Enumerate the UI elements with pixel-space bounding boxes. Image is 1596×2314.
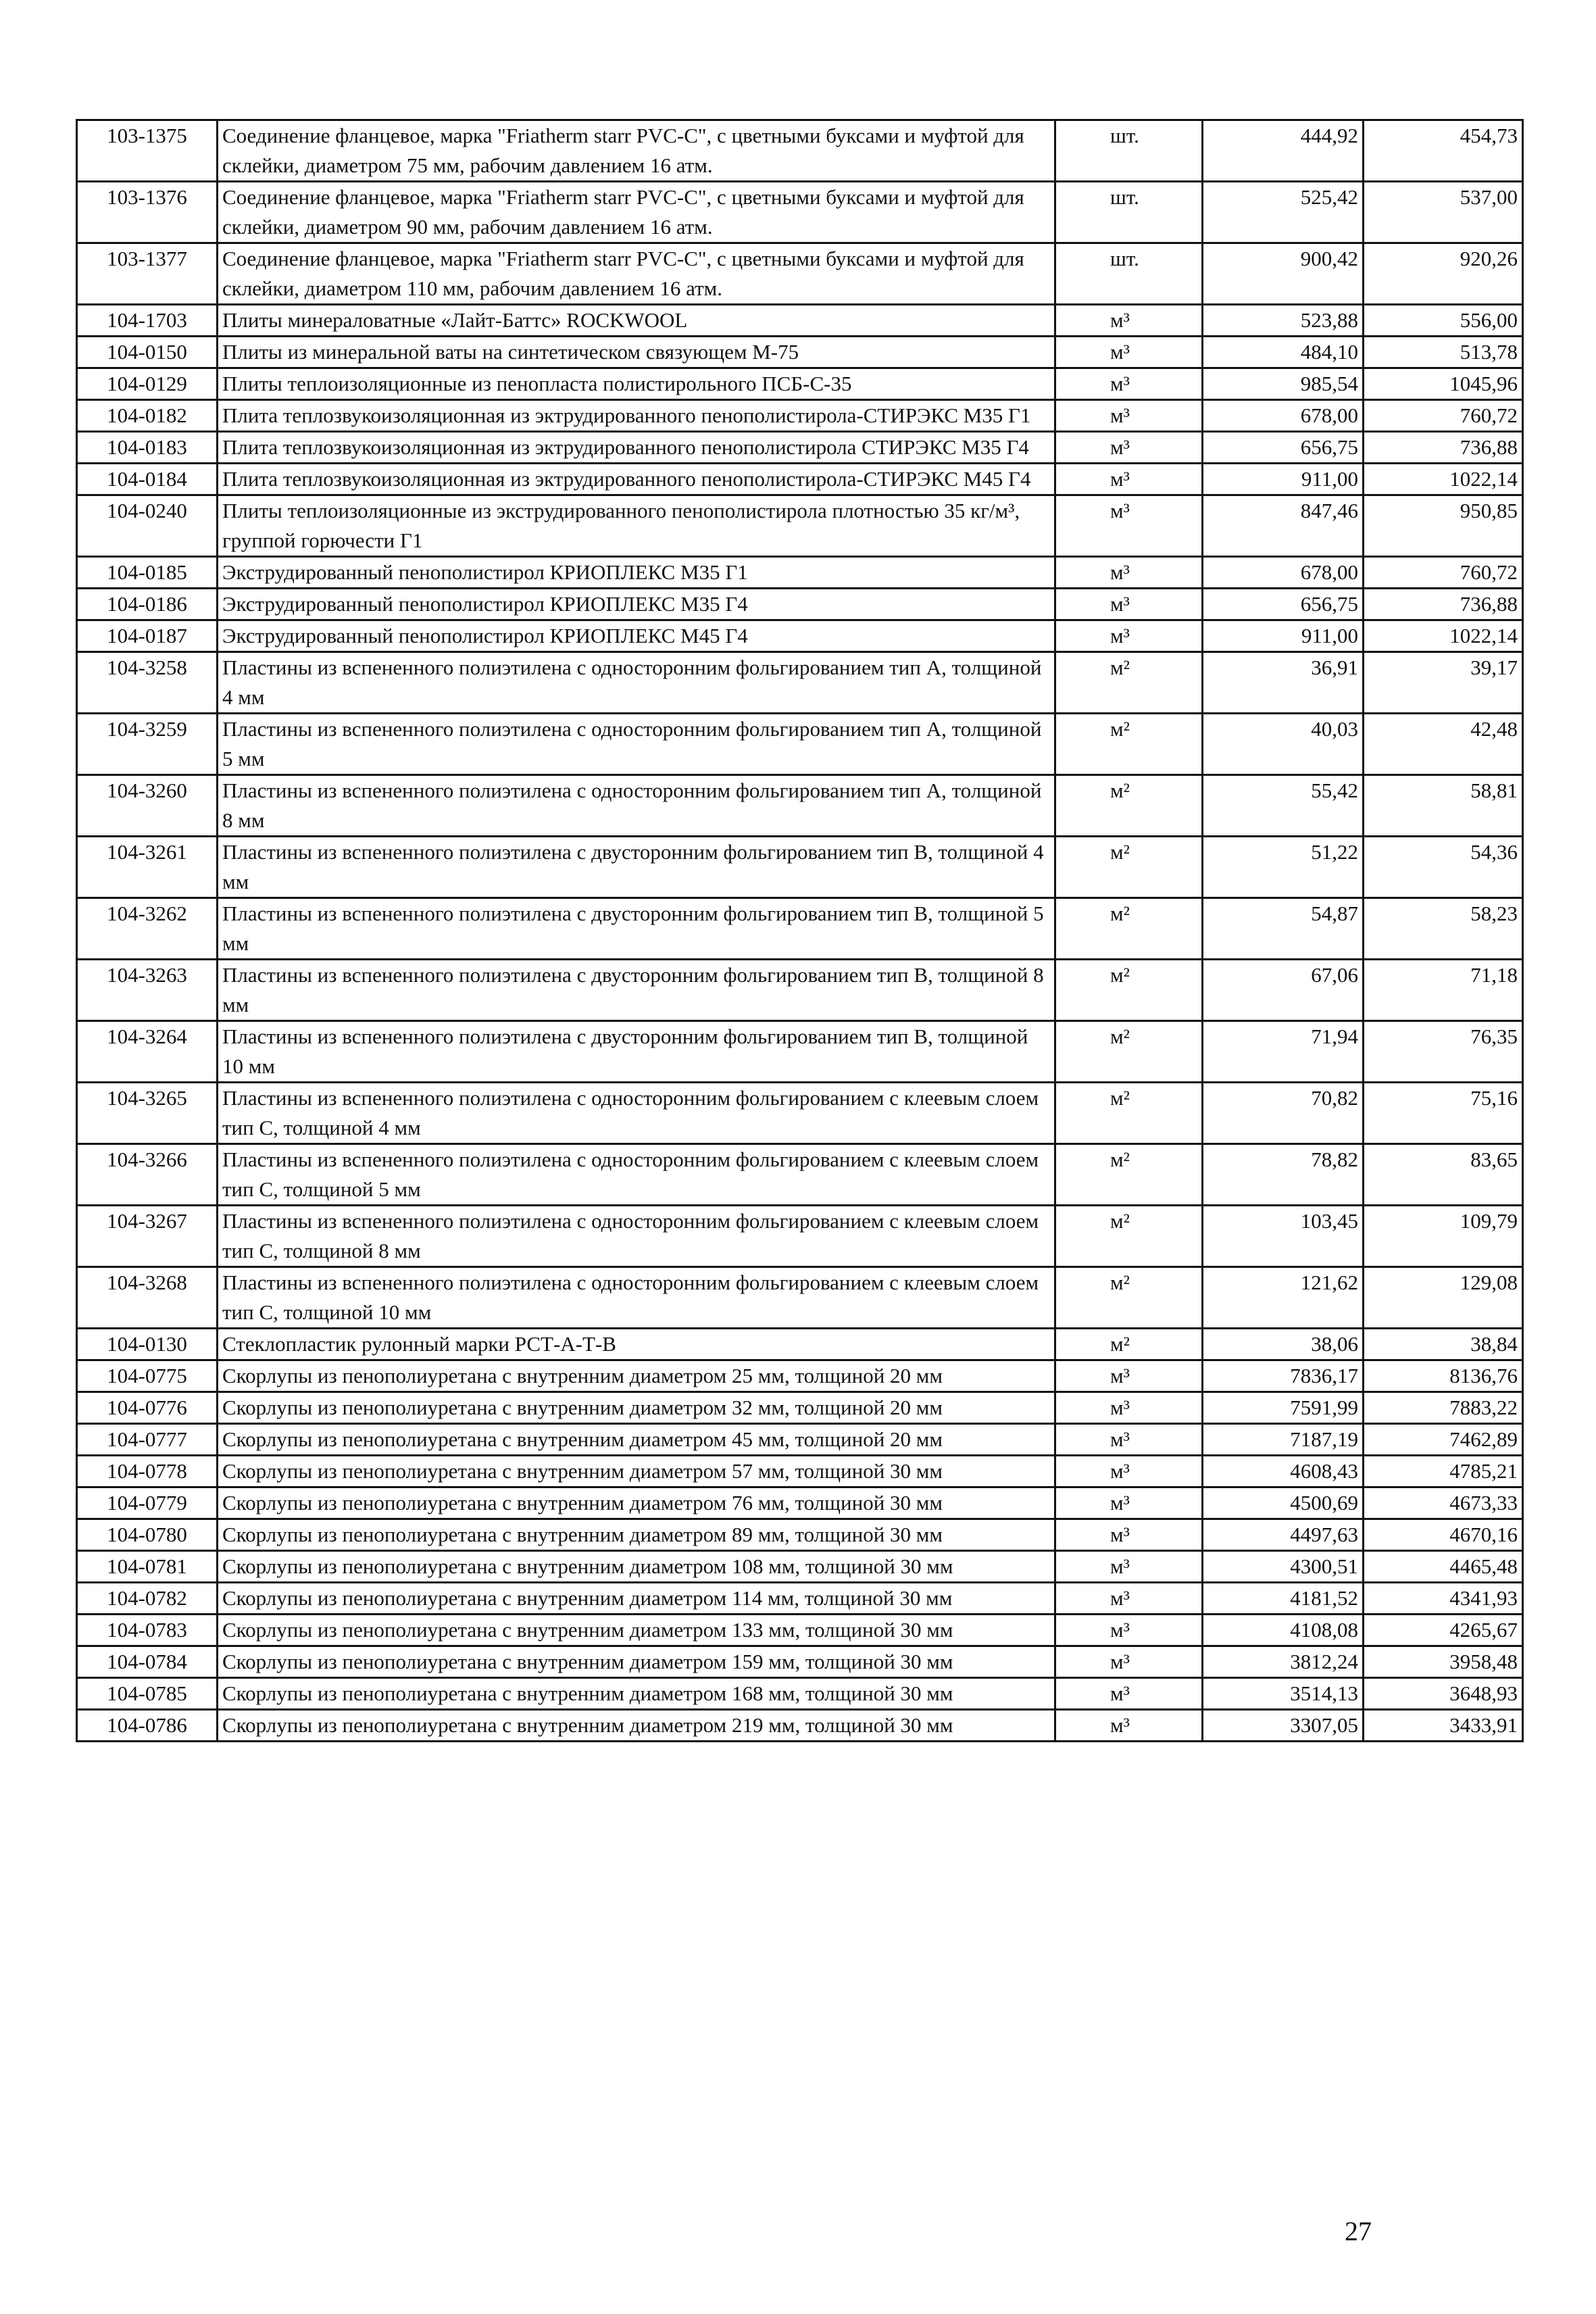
item-code: 104-3261 bbox=[77, 837, 218, 898]
item-price-2: 3958,48 bbox=[1364, 1646, 1523, 1678]
item-description: Стеклопластик рулонный марки РСТ-А-Т-В bbox=[218, 1329, 1055, 1360]
table-row bbox=[77, 714, 1523, 775]
item-price-2: 3648,93 bbox=[1364, 1678, 1523, 1710]
item-unit: м³ bbox=[1055, 1487, 1203, 1519]
item-unit: м³ bbox=[1055, 368, 1203, 400]
table-row bbox=[77, 337, 1523, 368]
table-row bbox=[77, 1646, 1523, 1678]
item-code: 104-3262 bbox=[77, 898, 218, 960]
item-description: Пластины из вспененного полиэтилена с односторонним фольгированием с клеевым слоем тип С, толщиной 5 мм bbox=[218, 1144, 1055, 1206]
item-price-1: 38,06 bbox=[1203, 1329, 1364, 1360]
table-row bbox=[77, 1519, 1523, 1551]
table-row bbox=[77, 400, 1523, 432]
item-unit: м³ bbox=[1055, 1456, 1203, 1487]
item-price-2: 454,73 bbox=[1364, 120, 1523, 182]
item-unit: м² bbox=[1055, 1083, 1203, 1144]
item-unit: м³ bbox=[1055, 1615, 1203, 1646]
item-price-2: 4265,67 bbox=[1364, 1615, 1523, 1646]
item-price-1: 4300,51 bbox=[1203, 1551, 1364, 1583]
table-row bbox=[77, 120, 1523, 182]
table-row bbox=[77, 1021, 1523, 1083]
item-description: Соединение фланцевое, марка "Friatherm starr PVC-C", с цветными буксами и муфтой для склейки, диаметром 90 мм, рабочим давлением 16 атм. bbox=[218, 182, 1055, 243]
item-price-1: 4608,43 bbox=[1203, 1456, 1364, 1487]
item-price-1: 900,42 bbox=[1203, 243, 1364, 305]
item-price-2: 83,65 bbox=[1364, 1144, 1523, 1206]
item-code: 104-0182 bbox=[77, 400, 218, 432]
table-row bbox=[77, 1487, 1523, 1519]
item-price-1: 4181,52 bbox=[1203, 1583, 1364, 1615]
item-price-2: 4341,93 bbox=[1364, 1583, 1523, 1615]
item-description: Пластины из вспененного полиэтилена с двусторонним фольгированием тип В, толщиной 8 мм bbox=[218, 960, 1055, 1021]
table-row bbox=[77, 1583, 1523, 1615]
item-price-2: 4673,33 bbox=[1364, 1487, 1523, 1519]
item-description: Скорлупы из пенополиуретана с внутренним диаметром 108 мм, толщиной 30 мм bbox=[218, 1551, 1055, 1583]
item-code: 104-0183 bbox=[77, 432, 218, 464]
item-unit: м³ bbox=[1055, 1710, 1203, 1742]
item-unit: м² bbox=[1055, 1144, 1203, 1206]
item-unit: м² bbox=[1055, 1206, 1203, 1267]
item-price-1: 36,91 bbox=[1203, 652, 1364, 714]
item-price-1: 444,92 bbox=[1203, 120, 1364, 182]
item-description: Пластины из вспененного полиэтилена с односторонним фольгированием с клеевым слоем тип С, толщиной 10 мм bbox=[218, 1267, 1055, 1329]
item-price-2: 760,72 bbox=[1364, 400, 1523, 432]
item-description: Плиты минераловатные «Лайт-Баттс» ROCKWOOL bbox=[218, 305, 1055, 337]
page-number: 27 bbox=[1345, 2216, 1372, 2246]
item-description: Соединение фланцевое, марка "Friatherm starr PVC-C", с цветными буксами и муфтой для склейки, диаметром 75 мм, рабочим давлением 16 атм. bbox=[218, 120, 1055, 182]
item-description: Соединение фланцевое, марка "Friatherm starr PVC-C", с цветными буксами и муфтой для склейки, диаметром 110 мм, рабочим давлением 16 атм. bbox=[218, 243, 1055, 305]
table-body bbox=[77, 120, 1523, 1742]
table-row bbox=[77, 1424, 1523, 1456]
item-unit: м³ bbox=[1055, 1392, 1203, 1424]
item-unit: м² bbox=[1055, 960, 1203, 1021]
item-price-2: 71,18 bbox=[1364, 960, 1523, 1021]
item-code: 103-1377 bbox=[77, 243, 218, 305]
item-description: Скорлупы из пенополиуретана с внутренним диаметром 219 мм, толщиной 30 мм bbox=[218, 1710, 1055, 1742]
table-row bbox=[77, 1678, 1523, 1710]
item-price-2: 950,85 bbox=[1364, 495, 1523, 557]
item-unit: м³ bbox=[1055, 432, 1203, 464]
item-description: Скорлупы из пенополиуретана с внутренним диаметром 89 мм, толщиной 30 мм bbox=[218, 1519, 1055, 1551]
item-price-1: 70,82 bbox=[1203, 1083, 1364, 1144]
item-unit: м³ bbox=[1055, 1583, 1203, 1615]
item-price-1: 3307,05 bbox=[1203, 1710, 1364, 1742]
item-price-1: 911,00 bbox=[1203, 620, 1364, 652]
item-code: 104-0779 bbox=[77, 1487, 218, 1519]
item-description: Скорлупы из пенополиуретана с внутренним диаметром 168 мм, толщиной 30 мм bbox=[218, 1678, 1055, 1710]
item-description: Пластины из вспененного полиэтилена с двусторонним фольгированием тип В, толщиной 4 мм bbox=[218, 837, 1055, 898]
item-price-1: 67,06 bbox=[1203, 960, 1364, 1021]
item-unit: шт. bbox=[1055, 120, 1203, 182]
item-code: 104-0186 bbox=[77, 589, 218, 620]
item-code: 104-0784 bbox=[77, 1646, 218, 1678]
item-unit: м³ bbox=[1055, 557, 1203, 589]
item-price-1: 678,00 bbox=[1203, 557, 1364, 589]
item-description: Пластины из вспененного полиэтилена с двусторонним фольгированием тип В, толщиной 5 мм bbox=[218, 898, 1055, 960]
item-unit: м³ bbox=[1055, 620, 1203, 652]
item-price-2: 42,48 bbox=[1364, 714, 1523, 775]
item-unit: м² bbox=[1055, 652, 1203, 714]
table-row bbox=[77, 1144, 1523, 1206]
item-price-1: 51,22 bbox=[1203, 837, 1364, 898]
table-row bbox=[77, 305, 1523, 337]
item-description: Скорлупы из пенополиуретана с внутренним диаметром 32 мм, толщиной 20 мм bbox=[218, 1392, 1055, 1424]
item-price-1: 523,88 bbox=[1203, 305, 1364, 337]
item-price-1: 985,54 bbox=[1203, 368, 1364, 400]
item-code: 104-0130 bbox=[77, 1329, 218, 1360]
item-price-1: 3514,13 bbox=[1203, 1678, 1364, 1710]
item-price-1: 4497,63 bbox=[1203, 1519, 1364, 1551]
item-price-2: 4670,16 bbox=[1364, 1519, 1523, 1551]
item-description: Скорлупы из пенополиуретана с внутренним диаметром 45 мм, толщиной 20 мм bbox=[218, 1424, 1055, 1456]
table-row bbox=[77, 898, 1523, 960]
item-price-2: 556,00 bbox=[1364, 305, 1523, 337]
item-price-1: 656,75 bbox=[1203, 589, 1364, 620]
table-row bbox=[77, 1710, 1523, 1742]
item-unit: м³ bbox=[1055, 1360, 1203, 1392]
item-description: Пластины из вспененного полиэтилена с односторонним фольгированием тип А, толщиной 8 мм bbox=[218, 775, 1055, 837]
item-code: 103-1375 bbox=[77, 120, 218, 182]
item-price-2: 736,88 bbox=[1364, 432, 1523, 464]
item-code: 104-0782 bbox=[77, 1583, 218, 1615]
item-description: Скорлупы из пенополиуретана с внутренним диаметром 159 мм, толщиной 30 мм bbox=[218, 1646, 1055, 1678]
item-code: 104-0780 bbox=[77, 1519, 218, 1551]
item-code: 104-0775 bbox=[77, 1360, 218, 1392]
item-price-1: 78,82 bbox=[1203, 1144, 1364, 1206]
item-code: 104-0781 bbox=[77, 1551, 218, 1583]
item-unit: м³ bbox=[1055, 495, 1203, 557]
item-unit: м³ bbox=[1055, 1646, 1203, 1678]
item-unit: м³ bbox=[1055, 337, 1203, 368]
item-unit: м² bbox=[1055, 775, 1203, 837]
item-description: Скорлупы из пенополиуретана с внутренним диаметром 114 мм, толщиной 30 мм bbox=[218, 1583, 1055, 1615]
item-description: Плита теплозвукоизоляционная из эктрудированного пенополистирола-СТИРЭКС М35 Г1 bbox=[218, 400, 1055, 432]
item-code: 104-0129 bbox=[77, 368, 218, 400]
item-price-2: 76,35 bbox=[1364, 1021, 1523, 1083]
table-row bbox=[77, 837, 1523, 898]
table-row bbox=[77, 1360, 1523, 1392]
item-unit: м² bbox=[1055, 1329, 1203, 1360]
item-code: 104-0240 bbox=[77, 495, 218, 557]
item-code: 104-0777 bbox=[77, 1424, 218, 1456]
item-description: Экструдированный пенополистирол КРИОПЛЕКС М45 Г4 bbox=[218, 620, 1055, 652]
item-price-2: 58,23 bbox=[1364, 898, 1523, 960]
item-price-1: 911,00 bbox=[1203, 464, 1364, 495]
table-row bbox=[77, 589, 1523, 620]
item-code: 104-0184 bbox=[77, 464, 218, 495]
item-price-2: 1045,96 bbox=[1364, 368, 1523, 400]
item-code: 104-3258 bbox=[77, 652, 218, 714]
table-row bbox=[77, 620, 1523, 652]
item-description: Пластины из вспененного полиэтилена с односторонним фольгированием тип А, толщиной 5 мм bbox=[218, 714, 1055, 775]
item-code: 104-3263 bbox=[77, 960, 218, 1021]
item-description: Экструдированный пенополистирол КРИОПЛЕКС М35 Г1 bbox=[218, 557, 1055, 589]
item-price-1: 4108,08 bbox=[1203, 1615, 1364, 1646]
item-description: Плита теплозвукоизоляционная из эктрудированного пенополистирола-СТИРЭКС М45 Г4 bbox=[218, 464, 1055, 495]
item-description: Экструдированный пенополистирол КРИОПЛЕКС М35 Г4 bbox=[218, 589, 1055, 620]
item-code: 104-0187 bbox=[77, 620, 218, 652]
item-price-1: 40,03 bbox=[1203, 714, 1364, 775]
item-code: 104-3265 bbox=[77, 1083, 218, 1144]
item-unit: м³ bbox=[1055, 1519, 1203, 1551]
item-price-1: 7836,17 bbox=[1203, 1360, 1364, 1392]
item-price-1: 121,62 bbox=[1203, 1267, 1364, 1329]
price-table bbox=[76, 119, 1524, 1742]
item-price-2: 7462,89 bbox=[1364, 1424, 1523, 1456]
item-unit: м² bbox=[1055, 837, 1203, 898]
item-description: Пластины из вспененного полиэтилена с односторонним фольгированием с клеевым слоем тип С, толщиной 8 мм bbox=[218, 1206, 1055, 1267]
item-code: 104-3268 bbox=[77, 1267, 218, 1329]
item-code: 104-3264 bbox=[77, 1021, 218, 1083]
item-code: 104-3267 bbox=[77, 1206, 218, 1267]
table-row bbox=[77, 652, 1523, 714]
item-description: Пластины из вспененного полиэтилена с двусторонним фольгированием тип В, толщиной 10 мм bbox=[218, 1021, 1055, 1083]
item-price-2: 39,17 bbox=[1364, 652, 1523, 714]
item-price-2: 760,72 bbox=[1364, 557, 1523, 589]
item-price-2: 4465,48 bbox=[1364, 1551, 1523, 1583]
item-unit: м² bbox=[1055, 714, 1203, 775]
item-code: 103-1376 bbox=[77, 182, 218, 243]
item-unit: м² bbox=[1055, 898, 1203, 960]
item-unit: шт. bbox=[1055, 182, 1203, 243]
item-code: 104-0786 bbox=[77, 1710, 218, 1742]
item-description: Плиты из минеральной ваты на синтетическом связующем М-75 bbox=[218, 337, 1055, 368]
table-row bbox=[77, 1206, 1523, 1267]
item-description: Плита теплозвукоизоляционная из эктрудированного пенополистирола СТИРЭКС М35 Г4 bbox=[218, 432, 1055, 464]
item-price-1: 847,46 bbox=[1203, 495, 1364, 557]
item-price-2: 75,16 bbox=[1364, 1083, 1523, 1144]
item-description: Скорлупы из пенополиуретана с внутренним диаметром 76 мм, толщиной 30 мм bbox=[218, 1487, 1055, 1519]
table-row bbox=[77, 1267, 1523, 1329]
item-price-1: 71,94 bbox=[1203, 1021, 1364, 1083]
item-code: 104-3260 bbox=[77, 775, 218, 837]
item-price-2: 8136,76 bbox=[1364, 1360, 1523, 1392]
item-price-2: 38,84 bbox=[1364, 1329, 1523, 1360]
item-unit: м³ bbox=[1055, 1678, 1203, 1710]
item-price-2: 129,08 bbox=[1364, 1267, 1523, 1329]
item-unit: м² bbox=[1055, 1267, 1203, 1329]
item-price-1: 4500,69 bbox=[1203, 1487, 1364, 1519]
table-row bbox=[77, 775, 1523, 837]
table-row bbox=[77, 1615, 1523, 1646]
item-price-2: 513,78 bbox=[1364, 337, 1523, 368]
item-price-1: 55,42 bbox=[1203, 775, 1364, 837]
table-row bbox=[77, 182, 1523, 243]
item-price-1: 103,45 bbox=[1203, 1206, 1364, 1267]
item-unit: шт. bbox=[1055, 243, 1203, 305]
item-description: Пластины из вспененного полиэтилена с односторонним фольгированием тип А, толщиной 4 мм bbox=[218, 652, 1055, 714]
item-code: 104-0150 bbox=[77, 337, 218, 368]
item-price-2: 58,81 bbox=[1364, 775, 1523, 837]
item-price-2: 920,26 bbox=[1364, 243, 1523, 305]
table-row bbox=[77, 464, 1523, 495]
item-price-2: 54,36 bbox=[1364, 837, 1523, 898]
item-unit: м³ bbox=[1055, 1424, 1203, 1456]
item-code: 104-0776 bbox=[77, 1392, 218, 1424]
item-code: 104-0783 bbox=[77, 1615, 218, 1646]
item-price-2: 537,00 bbox=[1364, 182, 1523, 243]
item-price-2: 4785,21 bbox=[1364, 1456, 1523, 1487]
item-unit: м³ bbox=[1055, 464, 1203, 495]
item-code: 104-3266 bbox=[77, 1144, 218, 1206]
item-price-2: 1022,14 bbox=[1364, 620, 1523, 652]
item-unit: м³ bbox=[1055, 589, 1203, 620]
item-unit: м³ bbox=[1055, 400, 1203, 432]
table-row bbox=[77, 432, 1523, 464]
table-row bbox=[77, 495, 1523, 557]
table-row bbox=[77, 960, 1523, 1021]
item-price-2: 736,88 bbox=[1364, 589, 1523, 620]
table-row bbox=[77, 1392, 1523, 1424]
item-price-1: 678,00 bbox=[1203, 400, 1364, 432]
item-price-1: 54,87 bbox=[1203, 898, 1364, 960]
item-price-1: 7187,19 bbox=[1203, 1424, 1364, 1456]
item-unit: м² bbox=[1055, 1021, 1203, 1083]
table-row bbox=[77, 557, 1523, 589]
item-price-2: 109,79 bbox=[1364, 1206, 1523, 1267]
item-description: Скорлупы из пенополиуретана с внутренним диаметром 57 мм, толщиной 30 мм bbox=[218, 1456, 1055, 1487]
table-row bbox=[77, 1329, 1523, 1360]
table-row bbox=[77, 368, 1523, 400]
item-price-2: 3433,91 bbox=[1364, 1710, 1523, 1742]
item-unit: м³ bbox=[1055, 1551, 1203, 1583]
item-price-1: 7591,99 bbox=[1203, 1392, 1364, 1424]
table-row bbox=[77, 243, 1523, 305]
item-price-1: 484,10 bbox=[1203, 337, 1364, 368]
table-row bbox=[77, 1551, 1523, 1583]
item-price-1: 656,75 bbox=[1203, 432, 1364, 464]
item-description: Плиты теплоизоляционные из пенопласта полистирольного ПСБ-С-35 bbox=[218, 368, 1055, 400]
item-price-1: 525,42 bbox=[1203, 182, 1364, 243]
item-description: Плиты теплоизоляционные из экструдированного пенополистирола плотностью 35 кг/м³, группой горючести Г1 bbox=[218, 495, 1055, 557]
table-row bbox=[77, 1456, 1523, 1487]
item-unit: м³ bbox=[1055, 305, 1203, 337]
item-description: Скорлупы из пенополиуретана с внутренним диаметром 133 мм, толщиной 30 мм bbox=[218, 1615, 1055, 1646]
item-code: 104-0778 bbox=[77, 1456, 218, 1487]
item-code: 104-3259 bbox=[77, 714, 218, 775]
item-price-2: 1022,14 bbox=[1364, 464, 1523, 495]
item-description: Пластины из вспененного полиэтилена с односторонним фольгированием с клеевым слоем тип С, толщиной 4 мм bbox=[218, 1083, 1055, 1144]
item-description: Скорлупы из пенополиуретана с внутренним диаметром 25 мм, толщиной 20 мм bbox=[218, 1360, 1055, 1392]
item-code: 104-1703 bbox=[77, 305, 218, 337]
item-price-2: 7883,22 bbox=[1364, 1392, 1523, 1424]
item-code: 104-0785 bbox=[77, 1678, 218, 1710]
item-price-1: 3812,24 bbox=[1203, 1646, 1364, 1678]
item-code: 104-0185 bbox=[77, 557, 218, 589]
table-row bbox=[77, 1083, 1523, 1144]
